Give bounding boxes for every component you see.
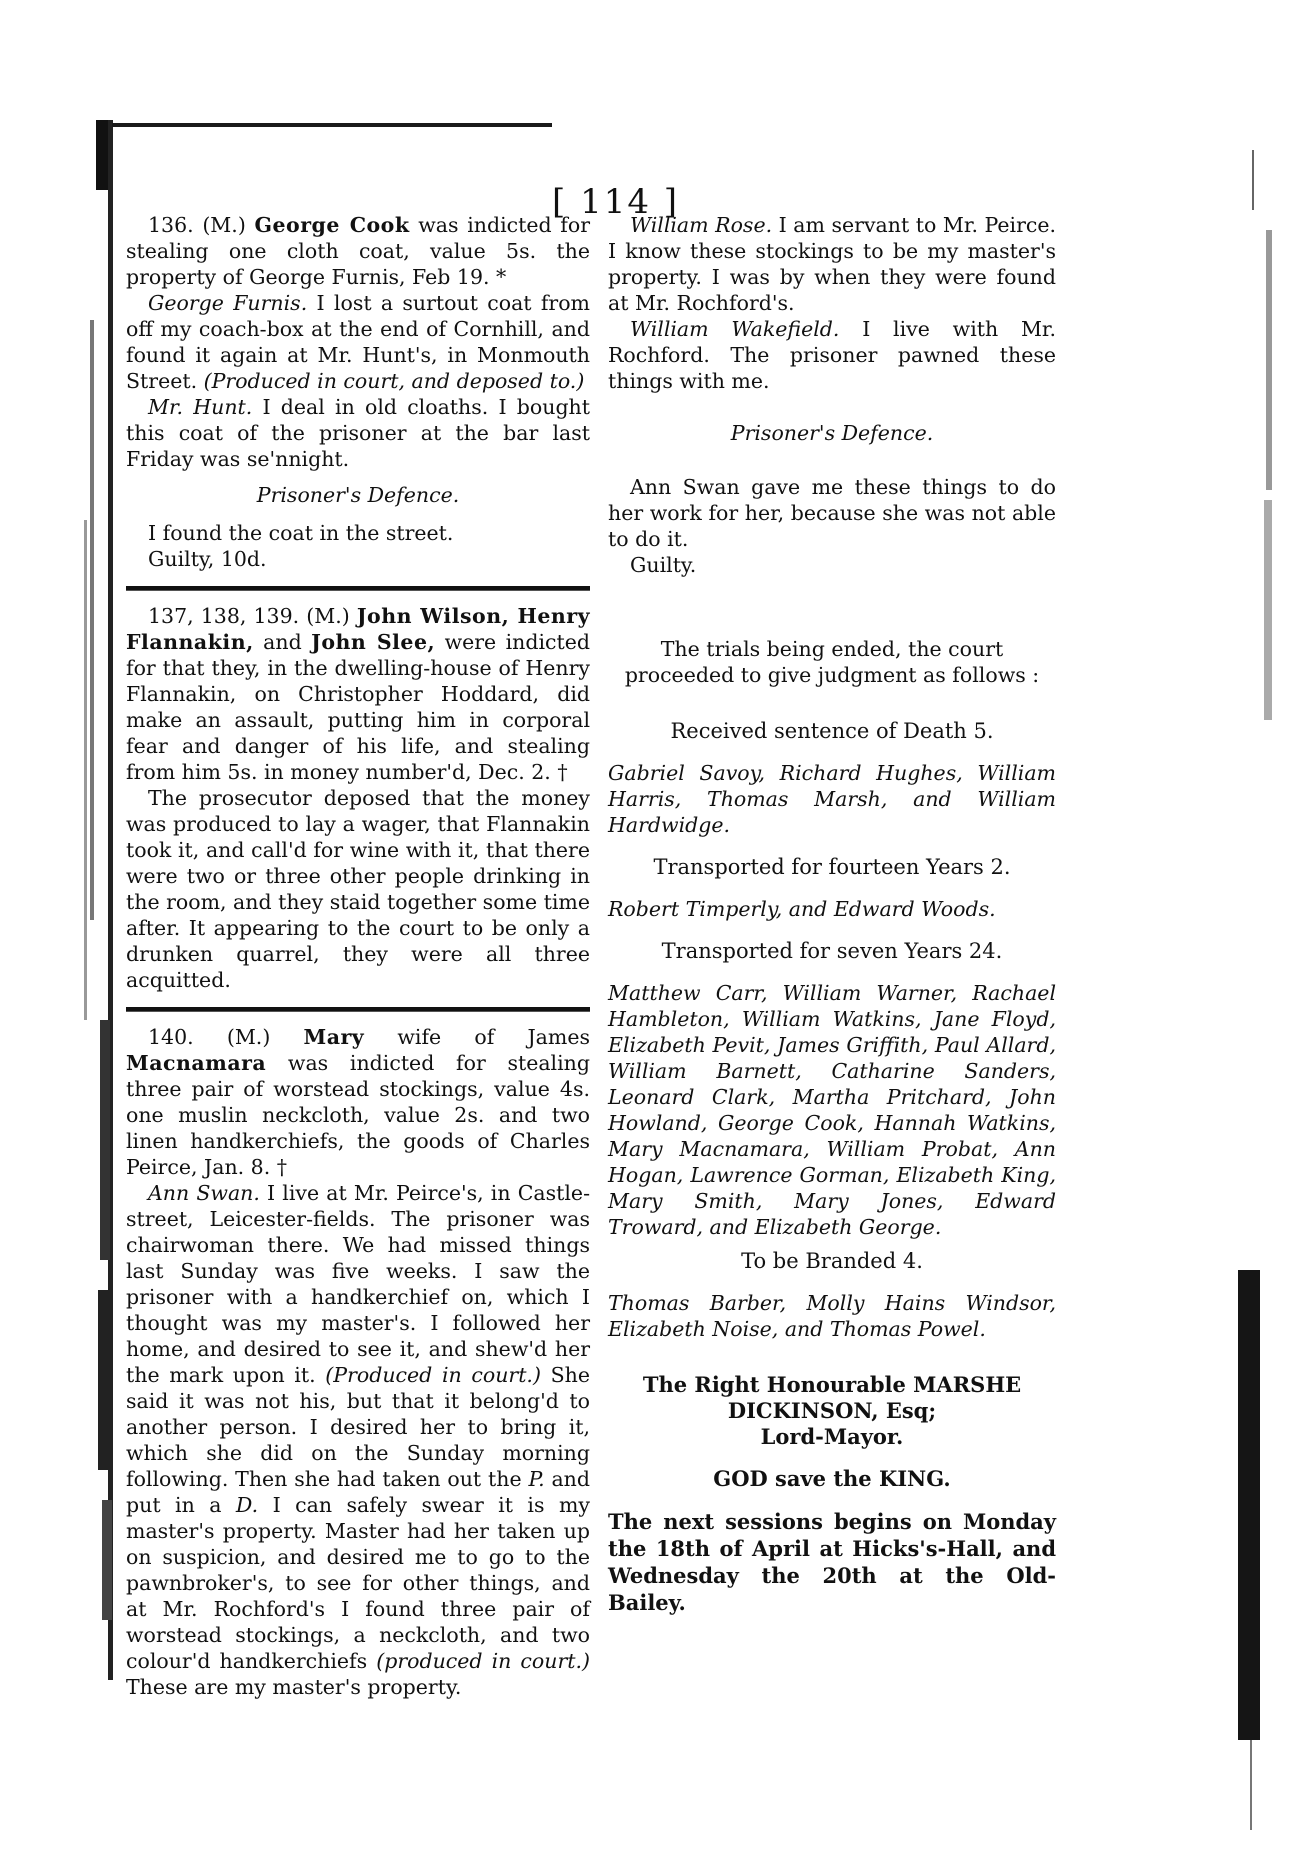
- death-heading: Received sentence of Death 5.: [670, 719, 994, 743]
- fourteen-years-heading: Transported for fourteen Years 2.: [653, 855, 1011, 879]
- testimony-william-rose: William Rose. I am servant to Mr. Peirce. I know these stockings to be my master's property. I was by when they were found at Mr. Rochford's.: [608, 213, 1057, 315]
- left-column: [126, 212, 590, 1700]
- testimony-ann-swan: Ann Swan. I live at Mr. Peirce's, in Castle-street, Leicester-fields. The prisoner was chairwoman there. We had missed things last Sunday was five weeks. I saw the prisoner with a handkerchief on, which I thought was my master's. I followed her home, and desired to see it, and shew'd her the mark upon it. (Produced in court.) She said it was not his, but that it belong'd to another person. I desired her to bring it, which she did on the Sunday morning following. Then she had taken out the P. and put in a D. I can safely swear it is my master's property. Master had her taken up on suspicion, and desired me to go to the pawnbroker's, to see for other things, and at Mr. Rochford's I found three pair of worstead stockings, a neckcloth, and two colour'd handkerchiefs (produced in court.) These are my master's property.: [126, 1181, 590, 1699]
- defendant-name: John Wilson, Henry Flannakin,: [126, 604, 590, 654]
- scan-edge-left: [82, 120, 122, 1680]
- defendant-name: George Cook: [254, 213, 410, 237]
- testimony-william-wakefield: William Wakefield. I live with Mr. Rochford. The prisoner pawned these things with me.: [608, 317, 1057, 393]
- defence-text: I found the coat in the street.: [148, 521, 454, 545]
- witness-name: Ann Swan.: [148, 1181, 260, 1205]
- lord-mayor-title: Lord-Mayor.: [760, 1424, 904, 1449]
- scan-edge-bar: [1238, 1270, 1260, 1740]
- verdict: Guilty, 10d.: [148, 547, 267, 571]
- witness-name: Mr. Hunt.: [148, 395, 253, 419]
- witness-name: George Furnis.: [148, 291, 308, 315]
- branded-names: Thomas Barber, Molly Hains Windsor, Elizabeth Noise, and Thomas Powel.: [608, 1291, 1056, 1341]
- case-137-indictment: 137, 138, 139. (M.) John Wilson, Henry Flannakin, and John Slee, were indicted for that they, in the dwelling-house of Henry Flannakin, on Christopher Hoddard, did make an assault, putting him in corporal fear and danger of his life, and stealing from him 5s. in money number'd, Dec. 2. †: [126, 604, 590, 784]
- judgment-intro: The trials being ended, the court proceeded to give judgment as follows :: [624, 637, 1040, 687]
- testimony-george-furnis: George Furnis. I lost a surtout coat from off my coach-box at the end of Cornhill, and found it again at Mr. Hunt's, in Monmouth Street. (Produced in court, and deposed to.): [126, 291, 590, 393]
- defence-heading: Prisoner's Defence.: [730, 421, 934, 445]
- death-names: Gabriel Savoy, Richard Hughes, William Harris, Thomas Marsh, and William Hardwidge.: [608, 761, 1056, 837]
- case-136-indictment: 136. (M.) George Cook was indicted for stealing one cloth coat, value 5s. the property of George Furnis, Feb 19. *: [126, 213, 591, 289]
- section-divider: [126, 586, 590, 591]
- case-137-body: The prosecutor deposed that the money was produced to lay a wager, that Flannakin took it, and call'd for wine with it, that there were two or three other people drinking in the room, and they staid together some time after. It appearing to the court to be only a drunken quarrel, they were all three acquitted.: [126, 786, 590, 992]
- defence-heading: Prisoner's Defence.: [256, 483, 460, 507]
- fourteen-years-names: Robert Timperly, and Edward Woods.: [608, 897, 996, 921]
- defendant-name: John Slee,: [311, 630, 436, 654]
- next-sessions-note: The next sessions begins on Monday the 18th of April at Hicks's-Hall, and Wednesday the 20th at the Old-Bailey.: [608, 1509, 1056, 1615]
- witness-name: William Wakefield.: [630, 317, 840, 341]
- testimony-mr-hunt: Mr. Hunt. I deal in old cloaths. I bought this coat of the prisoner at the bar last Friday was se'nnight.: [126, 395, 591, 471]
- defendant-name: Mary: [303, 1025, 365, 1049]
- seven-years-names: Matthew Carr, William Warner, Rachael Hambleton, William Watkins, Jane Floyd, Elizabeth Pevit, James Griffith, Paul Allard, William Barnett, Catharine Sanders, Leonard Clark, Martha Pritchard, John Howland, George Cook, Hannah Watkins, Mary Macnamara, William Probat, Ann Hogan, Lawrence Gorman, Elizabeth King, Mary Smith, Mary Jones, Edward Troward, and Elizabeth George.: [608, 981, 1056, 1239]
- witness-name: William Rose.: [630, 213, 773, 237]
- branded-heading: To be Branded 4.: [741, 1249, 923, 1273]
- right-column: [608, 212, 1056, 1616]
- defence-text: Ann Swan gave me these things to do her work for her, because she was not able to do it.: [608, 475, 1056, 551]
- section-divider: [126, 1007, 590, 1012]
- scan-top-rule: [112, 123, 552, 127]
- case-140-indictment: 140. (M.) Mary wife of James Macnamara was indicted for stealing three pair of worstead stockings, value 4s. one muslin neckcloth, value 2s. and two linen handkerchiefs, the goods of Charles Peirce, Jan. 8. †: [126, 1025, 590, 1179]
- verdict: Guilty.: [630, 553, 697, 577]
- defendant-name: Macnamara: [126, 1051, 267, 1075]
- seven-years-heading: Transported for seven Years 24.: [661, 939, 1003, 963]
- lord-mayor-line: The Right Honourable MARSHE DICKINSON, Esq;: [642, 1372, 1022, 1423]
- god-save-the-king: GOD save the KING.: [713, 1466, 951, 1491]
- page-number: [ 114 ]: [552, 182, 680, 222]
